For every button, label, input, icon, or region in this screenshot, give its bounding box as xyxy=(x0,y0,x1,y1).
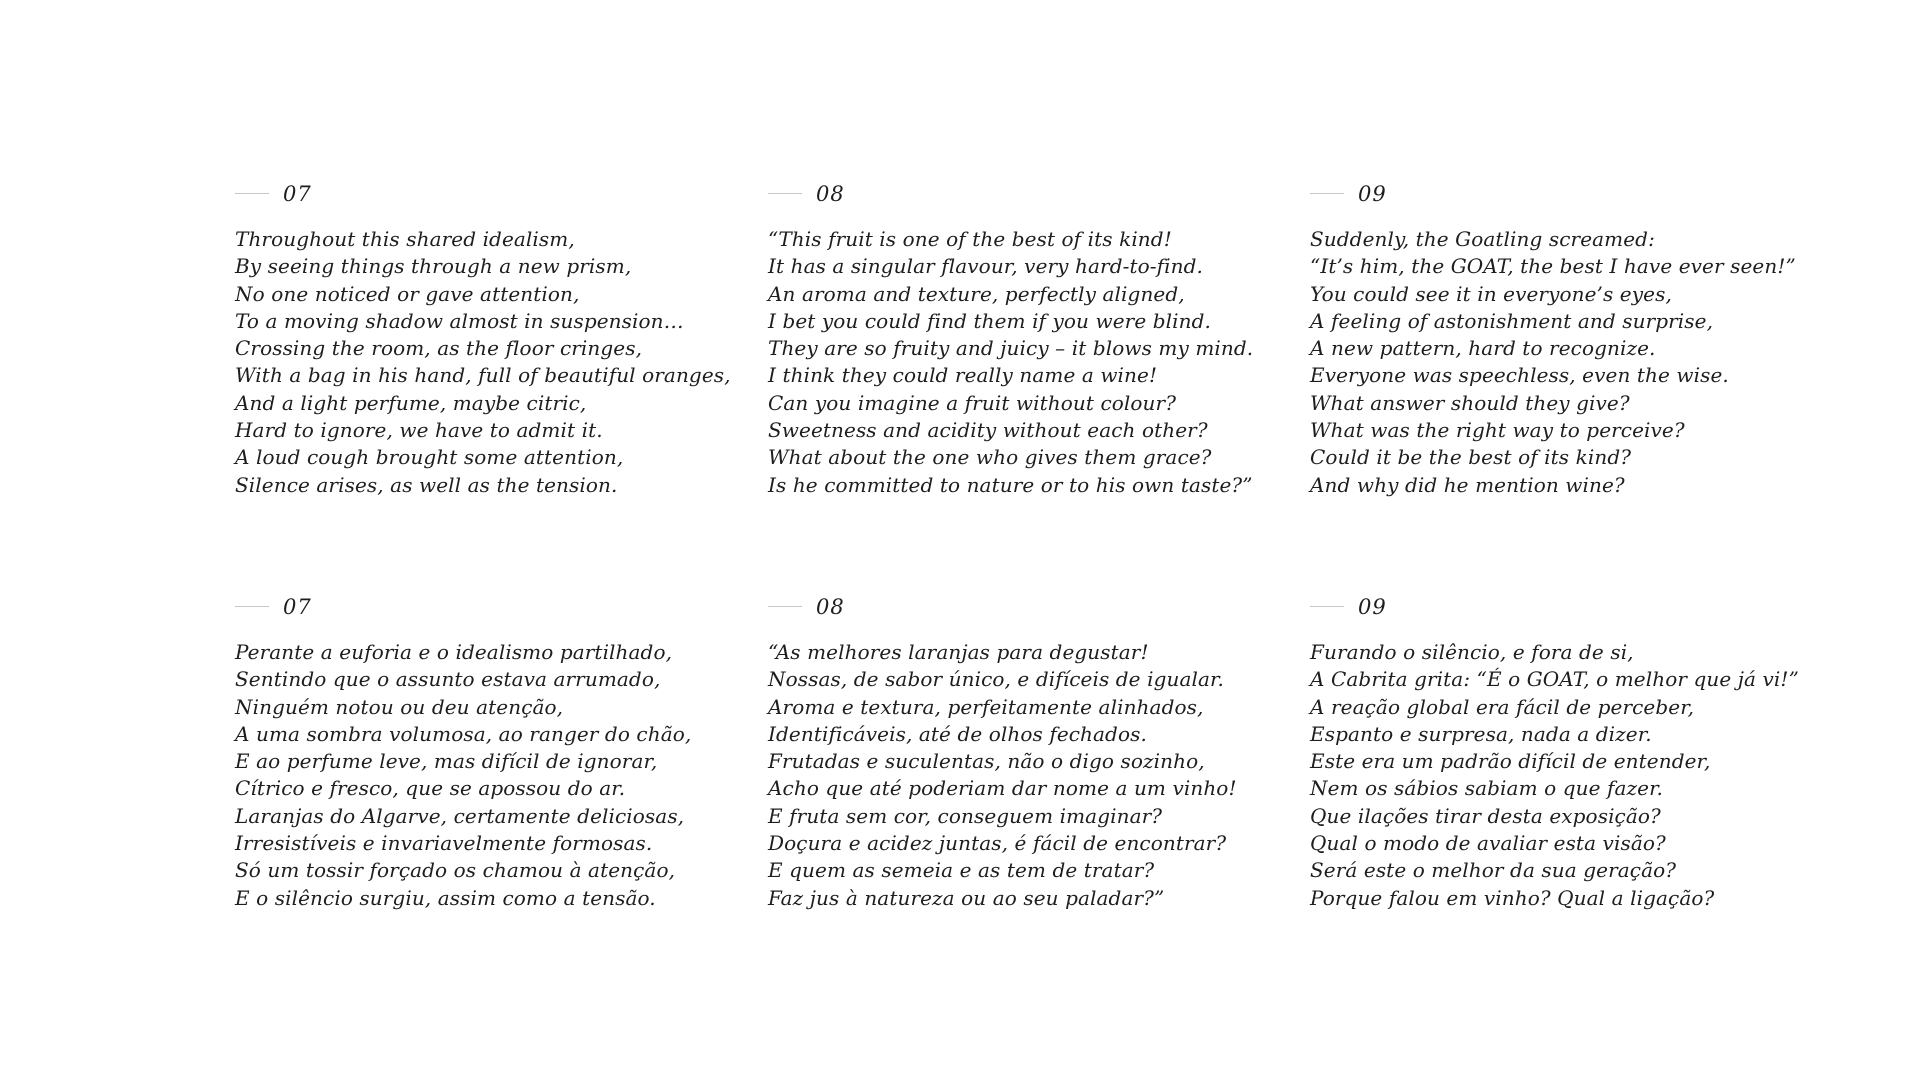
poem-line: What was the right way to perceive? xyxy=(1310,418,1685,443)
poem-line: An aroma and texture, perfectly aligned, xyxy=(768,281,1185,306)
poem-line: E o silêncio surgiu, assim como a tensão. xyxy=(235,885,656,910)
poem-line: With a bag in his hand, full of beautiful oranges, xyxy=(235,363,731,388)
poem-line: Espanto e surpresa, nada a dizer. xyxy=(1310,721,1652,746)
poem-line: Irresistíveis e invariavelmente formosas. xyxy=(235,831,653,856)
poem-line: A Cabrita grita: “É o GOAT, o melhor que já vi!” xyxy=(1310,667,1799,692)
poem-line: E quem as semeia e as tem de tratar? xyxy=(768,858,1155,883)
stanza-lines xyxy=(235,226,745,499)
rule-line xyxy=(768,606,802,607)
stanza-lines xyxy=(235,639,745,912)
poem-line: Será este o melhor da sua geração? xyxy=(1310,858,1677,883)
poem-line: A uma sombra volumosa, ao ranger do chão, xyxy=(235,721,692,746)
stanza-header xyxy=(768,180,1278,208)
stanza-pt-09 xyxy=(1310,593,1820,912)
stanza-number: 07 xyxy=(283,595,312,619)
poem-line: “This fruit is one of the best of its kind! xyxy=(768,227,1172,251)
poem-line: Este era um padrão difícil de entender, xyxy=(1310,749,1711,774)
stanza-lines xyxy=(768,226,1278,499)
poem-line: Sweetness and acidity without each other? xyxy=(768,418,1208,443)
poem-line: Laranjas do Algarve, certamente deliciosas, xyxy=(235,803,685,828)
stanza-lines xyxy=(768,639,1278,912)
poem-line: Acho que até poderiam dar nome a um vinho! xyxy=(768,776,1237,801)
stanza-en-08 xyxy=(768,180,1278,499)
poem-line: Nossas, de sabor único, e difíceis de igualar. xyxy=(768,667,1224,692)
poem-line: Furando o silêncio, e fora de si, xyxy=(1310,640,1634,664)
stanza-header xyxy=(768,593,1278,621)
stanza-header xyxy=(1310,180,1820,208)
stanza-header xyxy=(235,180,745,208)
stanza-en-07 xyxy=(235,180,745,499)
poem-line: I bet you could find them if you were blind. xyxy=(768,308,1211,333)
poem-line: Nem os sábios sabiam o que fazer. xyxy=(1310,776,1663,801)
poem-line: Só um tossir forçado os chamou à atenção, xyxy=(235,858,676,883)
poem-line: Identificáveis, até de olhos fechados. xyxy=(768,721,1147,746)
stanza-lines xyxy=(1310,226,1820,499)
poem-line: Ninguém notou ou deu atenção, xyxy=(235,694,564,719)
poem-line: A loud cough brought some attention, xyxy=(235,445,624,470)
poem-line: It has a singular flavour, very hard-to-find. xyxy=(768,254,1203,279)
poem-line: What about the one who gives them grace? xyxy=(768,445,1212,470)
poem-line: To a moving shadow almost in suspension… xyxy=(235,308,684,333)
rule-line xyxy=(1310,606,1344,607)
poem-line: “As melhores laranjas para degustar! xyxy=(768,640,1149,664)
poem-line: Porque falou em vinho? Qual a ligação? xyxy=(1310,885,1715,910)
stanza-number: 09 xyxy=(1358,595,1387,619)
poem-line: Silence arises, as well as the tension. xyxy=(235,472,618,497)
poem-line: And a light perfume, maybe citric, xyxy=(235,390,587,415)
poem-line: Cítrico e fresco, que se apossou do ar. xyxy=(235,776,626,801)
stanza-number: 08 xyxy=(816,595,845,619)
poem-line: E ao perfume leve, mas difícil de ignorar, xyxy=(235,749,658,774)
poem-line: Hard to ignore, we have to admit it. xyxy=(235,418,603,443)
poem-line: A feeling of astonishment and surprise, xyxy=(1310,308,1714,333)
poem-line: By seeing things through a new prism, xyxy=(235,254,632,279)
poem-line: “It’s him, the GOAT, the best I have ever seen!” xyxy=(1310,254,1796,279)
rule-line xyxy=(1310,193,1344,194)
poem-line: Qual o modo de avaliar esta visão? xyxy=(1310,831,1666,856)
poem-line: E fruta sem cor, conseguem imaginar? xyxy=(768,803,1163,828)
stanza-number: 08 xyxy=(816,182,845,206)
stanza-lines xyxy=(1310,639,1820,912)
poem-line: Could it be the best of its kind? xyxy=(1310,445,1632,470)
poem-line: Frutadas e suculentas, não o digo sozinho, xyxy=(768,749,1205,774)
poem-line: Faz jus à natureza ou ao seu paladar?” xyxy=(768,885,1165,910)
rule-line xyxy=(768,193,802,194)
poem-line: Suddenly, the Goatling screamed: xyxy=(1310,227,1655,251)
poem-line: I think they could really name a wine! xyxy=(768,363,1158,388)
stanza-pt-08 xyxy=(768,593,1278,912)
stanza-header xyxy=(235,593,745,621)
poem-line: A reação global era fácil de perceber, xyxy=(1310,694,1695,719)
poem-line: Perante a euforia e o idealismo partilhado, xyxy=(235,640,673,664)
poem-line: Doçura e acidez juntas, é fácil de encontrar? xyxy=(768,831,1227,856)
poem-line: Que ilações tirar desta exposição? xyxy=(1310,803,1661,828)
poem-line: Sentindo que o assunto estava arrumado, xyxy=(235,667,661,692)
poem-line: What answer should they give? xyxy=(1310,390,1630,415)
poem-line: Throughout this shared idealism, xyxy=(235,227,575,251)
stanza-pt-07 xyxy=(235,593,745,912)
poem-line: Can you imagine a fruit without colour? xyxy=(768,390,1177,415)
poem-line: You could see it in everyone’s eyes, xyxy=(1310,281,1672,306)
stanza-en-09 xyxy=(1310,180,1820,499)
poem-line: Everyone was speechless, even the wise. xyxy=(1310,363,1729,388)
poem-line: No one noticed or gave attention, xyxy=(235,281,580,306)
rule-line xyxy=(235,606,269,607)
poem-line: Is he committed to nature or to his own taste?” xyxy=(768,472,1253,497)
poem-line: And why did he mention wine? xyxy=(1310,472,1625,497)
poem-line: A new pattern, hard to recognize. xyxy=(1310,336,1656,361)
poem-line: They are so fruity and juicy – it blows my mind. xyxy=(768,336,1254,361)
rule-line xyxy=(235,193,269,194)
stanza-number: 09 xyxy=(1358,182,1387,206)
poem-line: Aroma e textura, perfeitamente alinhados, xyxy=(768,694,1204,719)
stanza-header xyxy=(1310,593,1820,621)
poem-line: Crossing the room, as the floor cringes, xyxy=(235,336,643,361)
stanza-number: 07 xyxy=(283,182,312,206)
